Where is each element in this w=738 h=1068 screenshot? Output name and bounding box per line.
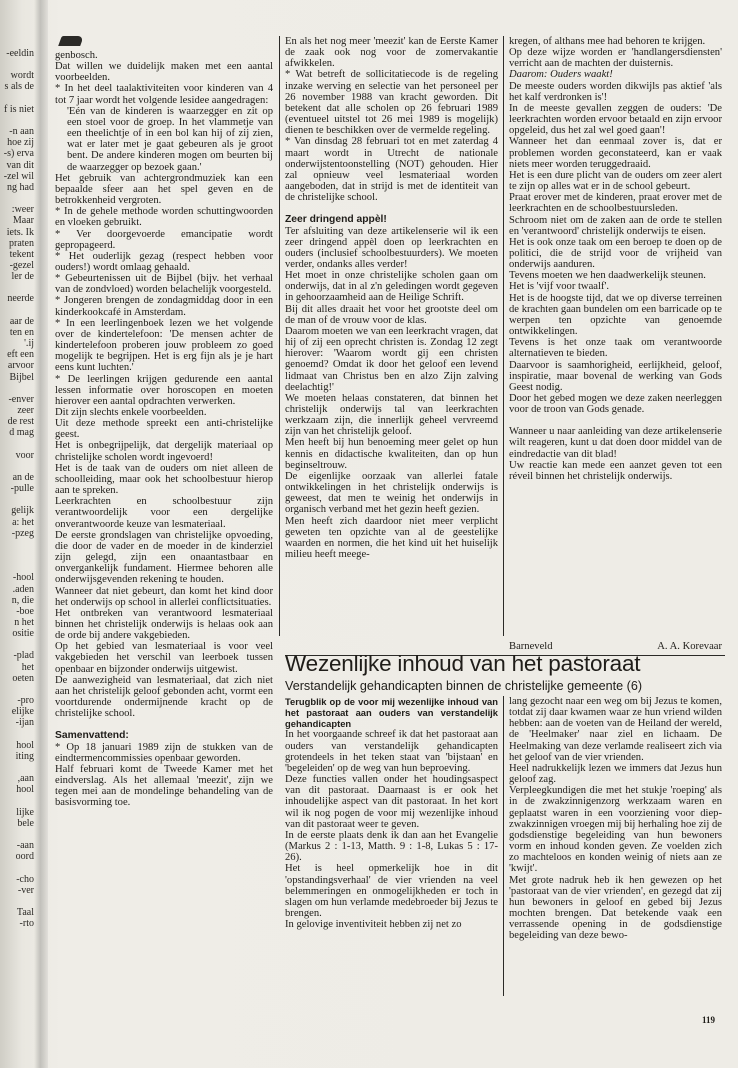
- article-headline: Wezenlijke inhoud van het pastoraat: [285, 651, 641, 676]
- strip-line: d mag: [9, 427, 34, 439]
- strip-line: Bijbel: [9, 371, 34, 383]
- paragraph: In gelovige inventiviteit hebben zij net zo: [285, 919, 462, 931]
- strip-line: [0, 282, 34, 293]
- strip-line: het: [21, 661, 34, 673]
- strip-line: a: het: [12, 516, 34, 528]
- paragraph: Bij dit alles draait het voor het grootste deel om de man of de vrouw voor de klas.: [285, 303, 498, 326]
- section-heading: Zeer dringend appèl!: [285, 214, 387, 226]
- paragraph: Uw reactie kan mede een aanzet geven tot een réveil binnen het christelijk onderwijs.: [509, 459, 722, 482]
- strip-line: tekent: [9, 248, 34, 260]
- strip-line: [0, 93, 34, 104]
- paragraph: Wanneer het dan eenmaal zover is, dat er problemen worden geconstateerd, kan er vaak niets meer worden teruggedraaid.: [509, 136, 722, 170]
- paragraph: Heel nadrukkelijk lezen we immers dat Jezus hun geloof zag.: [509, 762, 722, 786]
- strip-line: [0, 762, 34, 773]
- strip-line: bele: [17, 817, 34, 829]
- signature-author: A. A. Korevaar: [657, 641, 722, 652]
- strip-line: aden.: [12, 583, 34, 595]
- paragraph: Het is 'vijf voor twaalf'.: [509, 281, 610, 293]
- strip-line: boe-: [16, 605, 34, 617]
- paragraph: Leerkrachten en schoolbestuur zijn verantwoordelijk voor een dergelijke onverantwoorde keuze van lesmateriaal.: [55, 496, 273, 530]
- paragraph: En als het nog meer 'meezit' kan de Eerste Kamer de zaak ook nog voor de zomervakantie afwikkelen.: [285, 36, 498, 70]
- strip-line: n aan-: [9, 126, 34, 138]
- paragraph: Tevens moeten we hen daadwerkelijk steunen.: [509, 270, 706, 282]
- strip-line: [0, 550, 34, 561]
- strip-line: zel wil-: [3, 170, 34, 182]
- strip-line: [0, 561, 34, 572]
- strip-line: n het: [14, 616, 34, 628]
- strip-line: [0, 729, 34, 740]
- paragraph: In de eerste plaats denk ik dan aan het Evangelie (Markus 2 : 1-13, Matth. 9 : 1-8, Lukas 5 : 17-26).: [285, 829, 498, 864]
- strip-line: praten: [9, 237, 34, 249]
- paragraph: * De leerlingen krijgen gedurende een aantal lessen informatie over horoscopen en moeten hierover een aantal opdrachten verwerken.: [55, 373, 273, 407]
- paragraph: * In een leerlingenboek lezen we het volgende over de kindertelefoon: 'De mensen achter de kindertelefoon proberen jouw probleem zo goed mogelijk te begrijpen. Het is erg fijn als je je hart eens kunt luchten.': [55, 317, 273, 374]
- paragraph: Met grote nadruk heb ik hen gewezen op het 'pastoraat van de vier vrienden', en gezegd dat zij hun bewoners in geloof en gebed bij Jezus mochten brengen. Dat betekende vaak een verrassende opening in de godsdienstige begeleiding van deze bewo-: [509, 874, 722, 942]
- paragraph: Wanneer dat niet gebeurt, dan komt het kind door het onderwijs op school in allerlei conflictsituaties.: [55, 585, 273, 608]
- paragraph: kregen, of althans mee had behoren te krijgen.: [509, 36, 706, 47]
- strip-line: [0, 896, 34, 907]
- strip-line: [0, 539, 34, 550]
- strip-line: Maar: [12, 215, 34, 227]
- binding-fold: [34, 0, 48, 1068]
- strip-line: enver-: [8, 393, 34, 405]
- quote-paragraph: 'Eén van de kinderen is waarzegger en zit op een stoel voor de groep. In het vlammetje van een theelichtje of in een bol kan hij of zij zien, wat er later met je gaat gebeuren als je groot bent. De andere kinderen mogen om beurten bij de waarzegger op bezoek gaan.': [67, 105, 273, 173]
- paragraph: * Jongeren brengen de zondagmiddag door in een kinderkookcafé in Amsterdam.: [55, 295, 273, 318]
- paragraph: Schroom niet om de zaken aan de orde te stellen en 'verantwoord' christelijk onderwijs te eisen.: [509, 214, 722, 237]
- column-divider: [279, 36, 280, 636]
- strip-line: elijke: [11, 706, 34, 718]
- paragraph: Men heeft zich daardoor niet meer verplicht geweten ten opzichte van al de geestelijke waarden en normen, die het kind uit het huiselijk milieu heeft meege-: [285, 515, 498, 561]
- column-divider: [503, 696, 504, 996]
- paragraph: Dat willen we duidelijk maken met een aantal voorbeelden.: [55, 61, 273, 84]
- column-1: [55, 50, 273, 808]
- paragraph: Praat erover met de kinderen, praat erover met de leerkrachten en de schoolbestuursleden.: [509, 192, 722, 215]
- paragraph: Het is heel opmerkelijk hoe in dit 'opstandingsverhaal' de vier vrienden na veel belemmeringen en onmogelijkheden er toch in slagen om hun verlamde medebroeder bij Jezus te brengen.: [285, 863, 498, 919]
- paragraph: De aanwezigheid van lesmateriaal, dat zich niet aan het christelijk geloof gebonden acht, vormt een voortdurende ondermijnende kracht op de christelijke school.: [55, 674, 273, 720]
- strip-line: [0, 795, 34, 806]
- paragraph: In het voorgaande schreef ik dat het pastoraat aan ouders van verstandelijk gehandicapten grotendeels in het teken staat van 'bijstaan' en 'begeleiden' op de weg van hun beproeving.: [285, 729, 498, 774]
- strip-line: aan-: [16, 840, 34, 852]
- strip-line: s) erva-: [3, 148, 34, 160]
- strip-line: ng had: [7, 181, 34, 193]
- strip-line: [0, 829, 34, 840]
- strip-line: cho-: [16, 873, 34, 885]
- paragraph: * Wat betreft de sollicitatiecode is de regeling inzake werving en selectie van het personeel per 26 november 1988 van kracht geworden. Dit betekent dat alle scholen op 26 februari 1989 (eventueel uitstel tot 26 mei 1989 is mogelijk) dienen te beschikken over de vermelde regeling.: [285, 69, 498, 137]
- article-intro: Terugblik op de voor mij wezenlijke inhoud van het pastoraat aan ouders van verstandelijk gehandicapten: [285, 696, 498, 730]
- strip-line: hool-: [12, 572, 34, 584]
- strip-line: [0, 115, 34, 126]
- strip-line: hool: [16, 784, 34, 796]
- paragraph: Het is ook onze taak om een beroep te doen op de politici, die de strijd voor de vrijheid van onderwijs aanduren.: [509, 236, 722, 271]
- paragraph: De eerste grondslagen van christelijke opvoeding, die door de vader en de moeder in de kinderziel zijn gelegd, zijn een onaantastbaar en onvergankelijk fundament. Hiermee behoren alle onderwijsgevenden rekening te houden.: [55, 529, 273, 586]
- paragraph: Ter afsluiting van deze artikelenserie wil ik een zeer dringend appèl doen op leerkrachten en ouders (inclusief schoolbestuurders). We moeten verder, ondanks alles verder!: [285, 225, 498, 270]
- strip-line: de rest: [7, 416, 34, 428]
- strip-line: [0, 862, 34, 873]
- previous-page-strip: [0, 48, 34, 929]
- strip-line: [0, 193, 34, 204]
- paragraph: * Gebeurtenissen uit de Bijbel (bijv. het verhaal van de zondvloed) worden belachelijk voorgesteld.: [55, 273, 273, 296]
- strip-line: an de: [12, 471, 34, 483]
- strip-line: pro-: [17, 695, 34, 707]
- strip-line: oeten: [12, 672, 34, 684]
- strip-line: iets. Ik: [6, 226, 34, 238]
- strip-line: [0, 639, 34, 650]
- strip-line: gezel-: [9, 259, 34, 271]
- strip-line: voor: [15, 449, 34, 461]
- strip-line: n, die: [11, 594, 34, 606]
- article-column-1: [285, 696, 498, 930]
- strip-line: ler de: [11, 271, 34, 283]
- torn-corner: [58, 36, 84, 46]
- paragraph: Tevens is het onze taak om verantwoorde alternatieven te bieden.: [509, 337, 722, 360]
- strip-line: ijan-: [15, 717, 34, 729]
- paragraph: Deze functies vallen onder het houdingsaspect van dit pastoraat. Daarnaast is er ook het inhoudelijke aspect van dit pastoraat. In het kort wil ik nog pogen de voor mij wezenlijke inhoud van dit pastoraat weer te geven.: [285, 774, 498, 830]
- paragraph: Op deze wijze worden er 'handlangersdiensten' verricht aan de machten der duisternis.: [509, 47, 722, 70]
- paragraph: De meeste ouders worden dikwijls pas aktief 'als het kalf verdronken is'!: [509, 80, 722, 103]
- strip-line: gelijk: [11, 505, 34, 517]
- paragraph: Uit deze methode spreekt een anti-christelijke geest.: [55, 418, 273, 441]
- strip-line: aan,: [17, 773, 34, 785]
- column-2: [285, 36, 498, 560]
- paragraph: Daarvoor is saamhorigheid, eerlijkheid, geloof, inspiratie, maar bovenal de werking van Gods Geest nodig.: [509, 359, 722, 393]
- strip-line: [0, 461, 34, 472]
- strip-line: [0, 684, 34, 695]
- paragraph: Dit zijn slechts enkele voorbeelden.: [55, 407, 207, 418]
- strip-line: aar de: [9, 315, 34, 327]
- strip-line: van dit: [6, 159, 34, 171]
- paragraph: Verpleegkundigen die met het stukje 'roeping' als in de zwakzinnigenzorg werkzaam waren en geplaatst waren in een voorziening voor diep-zwakzinnigen vroegen mij bij herhaling hoe zij de godsdienstige begeleiding van hun bewoners vorm en inhoud konden geven. Ze voelden zich zo machteloos en konden weinig of niets aan ze 'kwijt'.: [509, 785, 722, 875]
- paragraph: Door het gebed mogen we deze zaken neerleggen voor de troon van Gods genade.: [509, 393, 722, 416]
- paragraph: lang gezocht naar een weg om bij Jezus te komen, totdat zij daar kwamen waar ze hun vriend wilden hebben: aan de voeten van de Heiland der wereld, de 'Heelmaker' naar ziel en lichaam. De Heelmaking van deze verlamde realiseert zich via het geloof van de vier vrienden.: [509, 696, 722, 763]
- strip-line: zeer: [17, 405, 34, 416]
- paragraph: * Op 18 januari 1989 zijn de stukken van de eindtermencommissies openbaar geworden.: [55, 741, 273, 764]
- signature-place: Barneveld: [509, 641, 553, 652]
- strip-line: [0, 438, 34, 449]
- paragraph: De eigenlijke oorzaak van allerlei fatale ontwikkelingen in het christelijk onderwijs is geweest, dat men te weinig het onderwijs in organisch verband met het gezin heeft gezien.: [285, 470, 498, 516]
- strip-line: neerde: [7, 293, 34, 305]
- paragraph: Men heeft bij hun benoeming meer gelet op hun kennis en didactische kwaliteiten, dan op hun beginseltrouw.: [285, 437, 498, 471]
- paragraph: Het moet in onze christelijke scholen gaan om onderwijs, dat in al z'n geledingen wordt gegeven in gehoorzaamheid aan de Heilige Schrift.: [285, 270, 498, 304]
- strip-line: pzeg-: [11, 527, 34, 539]
- paragraph: In de meeste gevallen zeggen de ouders: 'De leerkrachten worden ervoor betaald en zijn ervoor opgeleid, dus het zal wel goed gaan'!: [509, 102, 722, 137]
- strip-line: ver-: [17, 884, 34, 896]
- strip-line: arvoor: [7, 360, 34, 372]
- paragraph: * In de gehele methode worden schuttingwoorden en vloeken gebruikt.: [55, 206, 273, 229]
- strip-line: eeldin-: [6, 48, 34, 59]
- article-column-2: [509, 696, 722, 941]
- strip-line: lijke: [16, 806, 34, 818]
- strip-line: s als de: [4, 81, 34, 93]
- strip-line: iting: [15, 750, 34, 762]
- paragraph: We moeten helaas constateren, dat binnen het christelijk onderwijs tal van leerkrachten werkzaam zijn, die innerlijk geheel vervreemd zijn van het christelijk geloof.: [285, 392, 498, 438]
- paragraph: Het ontbreken van verantwoord lesmateriaal binnen het christelijk onderwijs is helaas ook aan de orde bij andere vakgebieden.: [55, 607, 273, 642]
- paragraph: Het is de hoogste tijd, dat we op diverse terreinen de krachten gaan bundelen om een barricade op te werpen ten opzichte van genoemde ontwikkelingen.: [509, 292, 722, 338]
- strip-line: [0, 59, 34, 70]
- column-divider: [503, 36, 504, 636]
- strip-line: hoe zij: [7, 137, 34, 149]
- paragraph: * Van dinsdag 28 februari tot en met zaterdag 4 maart wordt in Utrecht de nationale onderwijstentoonstelling (NOT) gehouden. Hier zal opnieuw veel lesmateriaal worden aangeboden, dat in strijd is met de identiteit van de christelijke school.: [285, 136, 498, 204]
- strip-line: ij.': [24, 338, 34, 350]
- strip-line: rto-: [19, 918, 34, 930]
- strip-line: wordt: [10, 70, 34, 82]
- paragraph: Het is de taak van de ouders om niet alleen de schoolleiding, maar ook het schoolbestuur hierop aan te spreken.: [55, 462, 273, 497]
- strip-line: [0, 494, 34, 505]
- strip-line: plad-: [13, 650, 34, 662]
- page-number: 119: [702, 1015, 716, 1025]
- article-subhead: Verstandelijk gehandicapten binnen de christelijke gemeente (6): [285, 679, 643, 693]
- strip-line: [0, 383, 34, 394]
- paragraph: * In het deel taalaktiviteiten voor kinderen van 4 tot 7 jaar wordt het volgende lesidee aangedragen:: [55, 83, 273, 106]
- column-3: [509, 36, 722, 482]
- paragraph: Half februari komt de Tweede Kamer met het eindverslag. Als het allemaal 'meezit', zijn we tegen mei aan de mondelinge behandeling van de basisvorming toe.: [55, 763, 273, 809]
- strip-line: weer:: [11, 204, 34, 216]
- paragraph: Het is een dure plicht van de ouders om zeer alert te zijn op alles wat er in de school gebeurt.: [509, 169, 722, 193]
- paragraph: Daarom moeten we van een leerkracht vragen, dat hij of zij een oprecht christen is. Zondag 12 zegt hierover: 'Waarom wordt gij een christen genoemd? Omdat ik door het geloof een levend lidmaat van Christus ben en alzo Zijn zalving deelachtig!': [285, 325, 498, 393]
- paragraph: Daarom: Ouders waakt!: [509, 69, 613, 81]
- strip-line: ositie: [12, 628, 34, 640]
- strip-line: eft een: [7, 349, 34, 361]
- paragraph: Het is onbegrijpelijk, dat dergelijk materiaal op christelijke scholen wordt ingevoerd!: [55, 440, 273, 463]
- paragraph: Op het gebied van lesmateriaal is voor veel vakgebieden het verschil van leerboek tussen openbaar en bijzonder onderwijs uitgewist.: [55, 641, 273, 675]
- strip-line: ten en: [9, 326, 34, 338]
- strip-line: f is niet: [4, 103, 34, 115]
- strip-line: hool: [16, 739, 34, 751]
- paragraph: Wanneer u naar aanleiding van deze artikelenserie wilt reageren, kunt u dat doen door middel van de eindredactie van dit blad!: [509, 426, 722, 460]
- paragraph: Het gebruik van achtergrondmuziek kan een bepaalde sfeer aan het spel geven en de betrokkenheid vergroten.: [55, 172, 273, 207]
- section-heading: Samenvattend:: [55, 730, 129, 742]
- strip-line: oord: [15, 851, 34, 863]
- strip-line: pulle-: [10, 483, 34, 495]
- paragraph: * Het ouderlijk gezag (respect hebben voor ouders!) wordt omlaag gehaald.: [55, 250, 273, 273]
- paragraph: * Ver doorgevoerde emancipatie wordt gepropageerd.: [55, 228, 273, 251]
- strip-line: [0, 305, 34, 316]
- paragraph: genbosch.: [55, 50, 98, 61]
- strip-line: Taal: [16, 907, 34, 919]
